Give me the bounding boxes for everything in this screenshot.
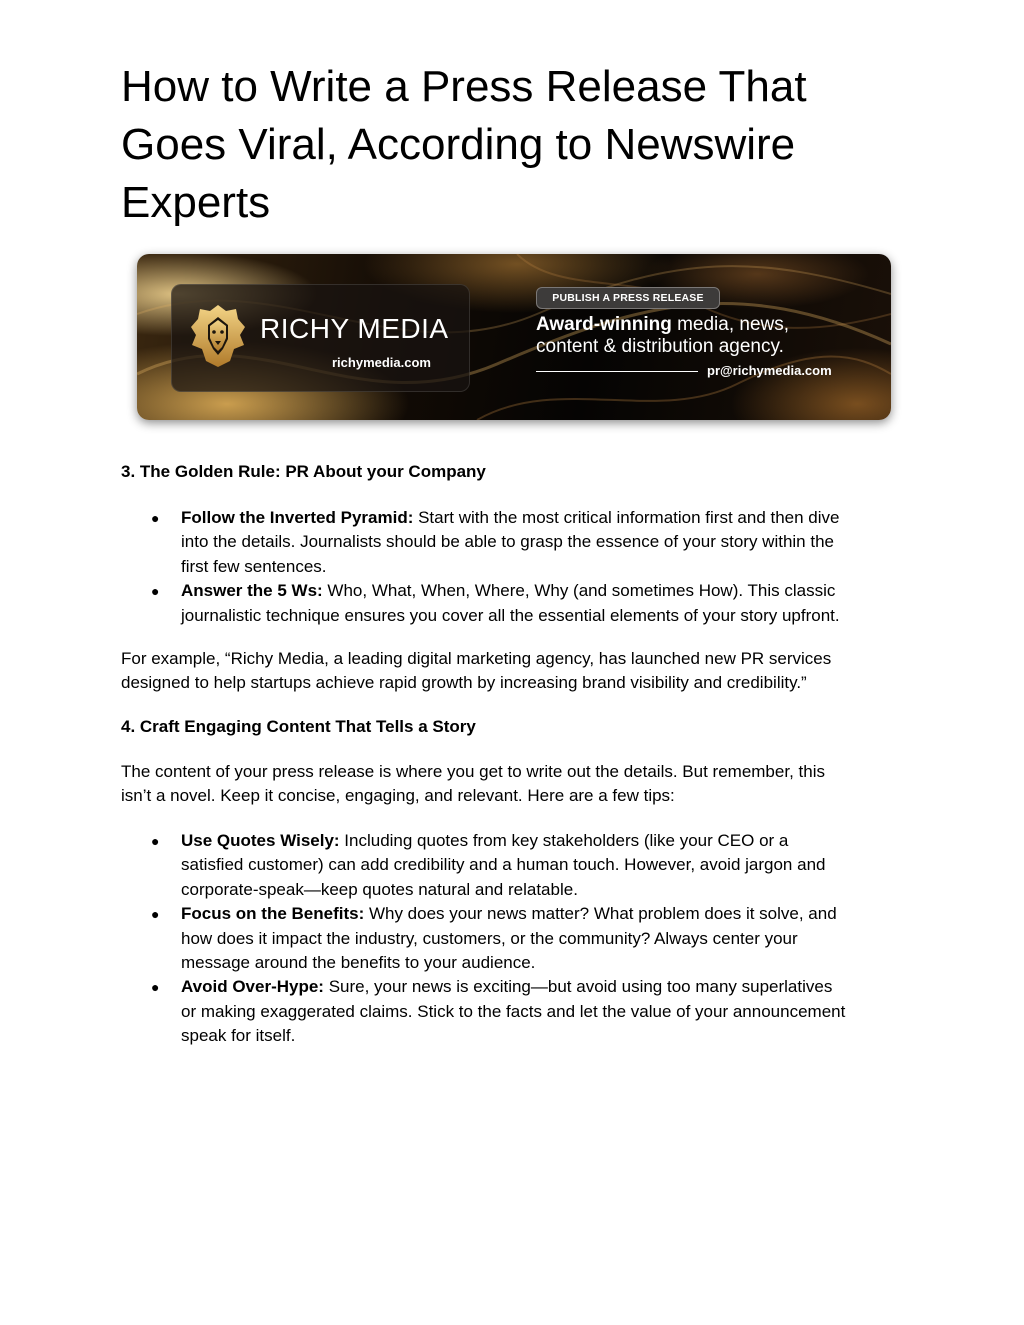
section-heading: 4. Craft Engaging Content That Tells a Story (121, 717, 476, 736)
list-item (121, 829, 911, 902)
bullet-text: into the details. Journalists should be able to grasp the essence of your story within the (181, 532, 834, 552)
bullet-text: message around the benefits to your audience. (181, 953, 536, 973)
lion-head-icon (190, 303, 246, 369)
list-item (121, 579, 911, 628)
brand-url: richymedia.com (332, 355, 431, 370)
bullet-text: or making exaggerated claims. Stick to the facts and let the value of your announcement (181, 1001, 846, 1021)
bullet-icon: ● (151, 510, 160, 526)
bullet-text: Why does your news matter? What problem does it solve, and (364, 904, 837, 924)
list-item (121, 975, 911, 1048)
bullet-icon: ● (151, 906, 160, 923)
page-title (121, 58, 881, 232)
bullet-label: Focus on the Benefits: (181, 904, 365, 924)
bullet-label: Answer the 5 Ws: (181, 581, 323, 601)
bullet-text: corporate-speak—keep quotes natural and relatable. (181, 879, 578, 899)
title-line: Experts (121, 178, 271, 227)
bullet-text: Who, What, When, Where, Why (and sometimes How). This classic (322, 581, 836, 601)
bullet-text: satisfied customer) can add credibility and a human touch. However, avoid jargon and (181, 855, 826, 875)
tagline-line-1-rest: media, news, (671, 314, 790, 335)
bullet-list (121, 506, 911, 628)
bullet-text: Sure, your news is exciting—but avoid using too many superlatives (323, 977, 833, 997)
richy-media-banner (137, 254, 891, 420)
bullet-icon: ● (151, 583, 160, 600)
bullet-text: how does it impact the industry, customers, or the community? Always center your (181, 928, 798, 948)
contact-email: pr@richymedia.com (707, 363, 832, 378)
publish-press-release-badge: PUBLISH A PRESS RELEASE (536, 287, 720, 309)
list-item (121, 506, 911, 579)
bullet-icon: ● (151, 833, 160, 849)
bullet-text: journalistic technique ensures you cover all the essential elements of your story upfront. (181, 605, 840, 625)
tagline-bold: Award-winning (536, 314, 672, 335)
title-line: How to Write a Press Release That (121, 62, 807, 111)
intro-paragraph (121, 760, 911, 809)
bullet-label: Use Quotes Wisely: (181, 831, 340, 850)
tagline-line-1 (536, 314, 876, 336)
example-paragraph (121, 647, 911, 696)
bullet-list (121, 829, 911, 1049)
bullet-icon: ● (151, 979, 160, 996)
paragraph-line: For example, “Richy Media, a leading digital marketing agency, has launched new PR services (121, 649, 832, 668)
banner-tagline (536, 314, 876, 358)
bullet-text: speak for itself. (181, 1026, 296, 1046)
divider-line (536, 371, 698, 372)
bullet-label: Follow the Inverted Pyramid: (181, 508, 414, 527)
tagline-line-2: content & distribution agency. (536, 336, 784, 357)
paragraph-line: isn’t a novel. Keep it concise, engaging, and relevant. Here are a few tips: (121, 786, 675, 806)
bullet-text: Start with the most critical information first and then dive (413, 508, 840, 527)
brand-card (171, 284, 470, 392)
title-line: Goes Viral, According to Newswire (121, 120, 796, 169)
section-heading: 3. The Golden Rule: PR About your Company (121, 462, 486, 481)
bullet-label: Avoid Over-Hype: (181, 977, 324, 997)
bullet-text: first few sentences. (181, 556, 327, 576)
bullet-text: Including quotes from key stakeholders (like your CEO or a (339, 831, 789, 850)
brand-name: RICHY MEDIA (260, 313, 449, 344)
paragraph-line: The content of your press release is where you get to write out the details. But remember, this (121, 762, 825, 781)
paragraph-line: designed to help startups achieve rapid growth by increasing brand visibility and credibility.” (121, 673, 807, 693)
list-item (121, 902, 911, 975)
